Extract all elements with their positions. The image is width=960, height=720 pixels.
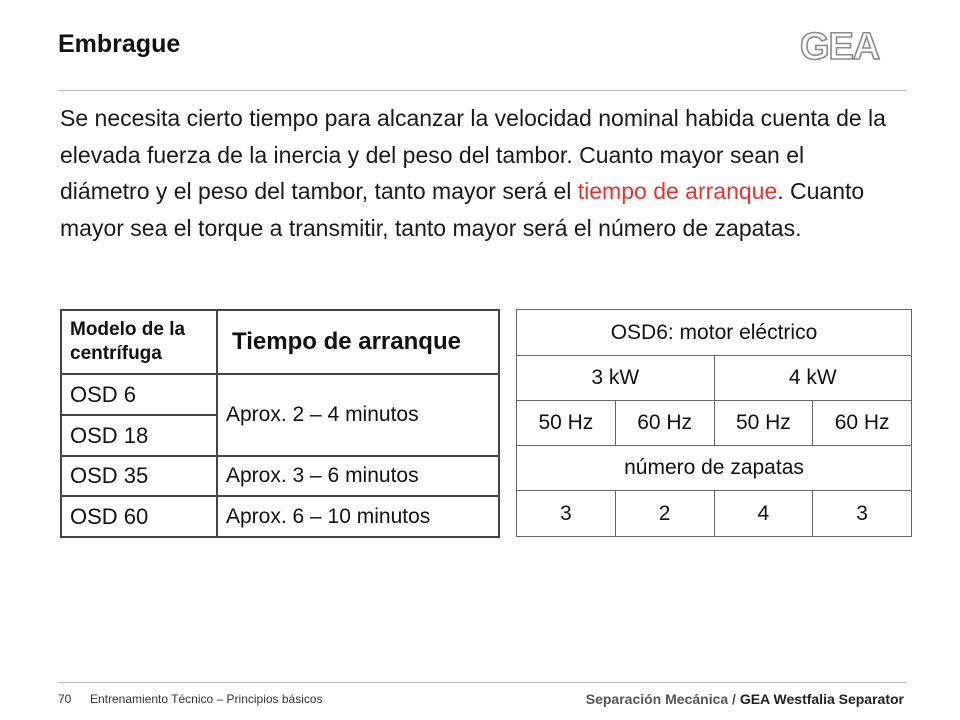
power-cell: 4 kW (714, 356, 912, 401)
paragraph-highlight: tiempo de arranque (577, 178, 778, 204)
shoes-count-cell: 2 (615, 491, 714, 537)
model-cell: OSD 60 (61, 496, 217, 537)
frequency-cell: 60 Hz (615, 401, 714, 446)
header-divider (58, 90, 906, 91)
paragraph-text-1: Se necesita cierto tiempo para alcanzar la velocidad nominal habida cuenta de la elevada fuerza de la inercia y del peso del tambor. Cuanto mayor sean el diámetro y el peso del tambor, tanto mayor será el (60, 105, 886, 204)
course-name: Entrenamiento Técnico – Principios básicos (90, 692, 323, 706)
footer-separator: / (728, 691, 740, 707)
shoes-count-cell: 4 (714, 491, 813, 537)
shoes-count-cell: 3 (813, 491, 912, 537)
body-paragraph (60, 100, 890, 246)
page-title: Embrague (58, 30, 181, 58)
power-cell: 3 kW (517, 356, 715, 401)
shoes-count-cell: 3 (517, 491, 616, 537)
footer-divider (58, 682, 906, 683)
footer-department: Separación Mecánica (585, 691, 729, 707)
frequency-cell: 60 Hz (813, 401, 912, 446)
motor-table-title: OSD6: motor eléctrico (517, 310, 912, 356)
footer-company (586, 691, 904, 707)
startup-time-table (60, 309, 500, 538)
frequency-cell: 50 Hz (517, 401, 616, 446)
model-cell: OSD 35 (61, 456, 217, 496)
time-cell: Aprox. 2 – 4 minutos (217, 374, 499, 456)
paragraph-text-2: . Cuanto mayor sea el torque a transmitir, tanto mayor será el número de zapatas. (60, 178, 865, 241)
shoes-label-cell: número de zapatas (517, 446, 912, 491)
column-header-time: Tiempo de arranque (217, 310, 499, 374)
time-cell: Aprox. 6 – 10 minutos (217, 496, 499, 537)
page-number: 70 (58, 692, 72, 706)
footer-company-name: GEA Westfalia Separator (739, 691, 904, 707)
logo-text: GEA (800, 28, 880, 64)
motor-shoes-table (516, 309, 912, 537)
frequency-cell: 50 Hz (714, 401, 813, 446)
time-cell: Aprox. 3 – 6 minutos (217, 456, 499, 496)
model-cell: OSD 18 (61, 415, 217, 456)
model-cell: OSD 6 (61, 374, 217, 415)
column-header-model: Modelo de la centrífuga (61, 310, 217, 374)
gea-logo (800, 28, 904, 64)
